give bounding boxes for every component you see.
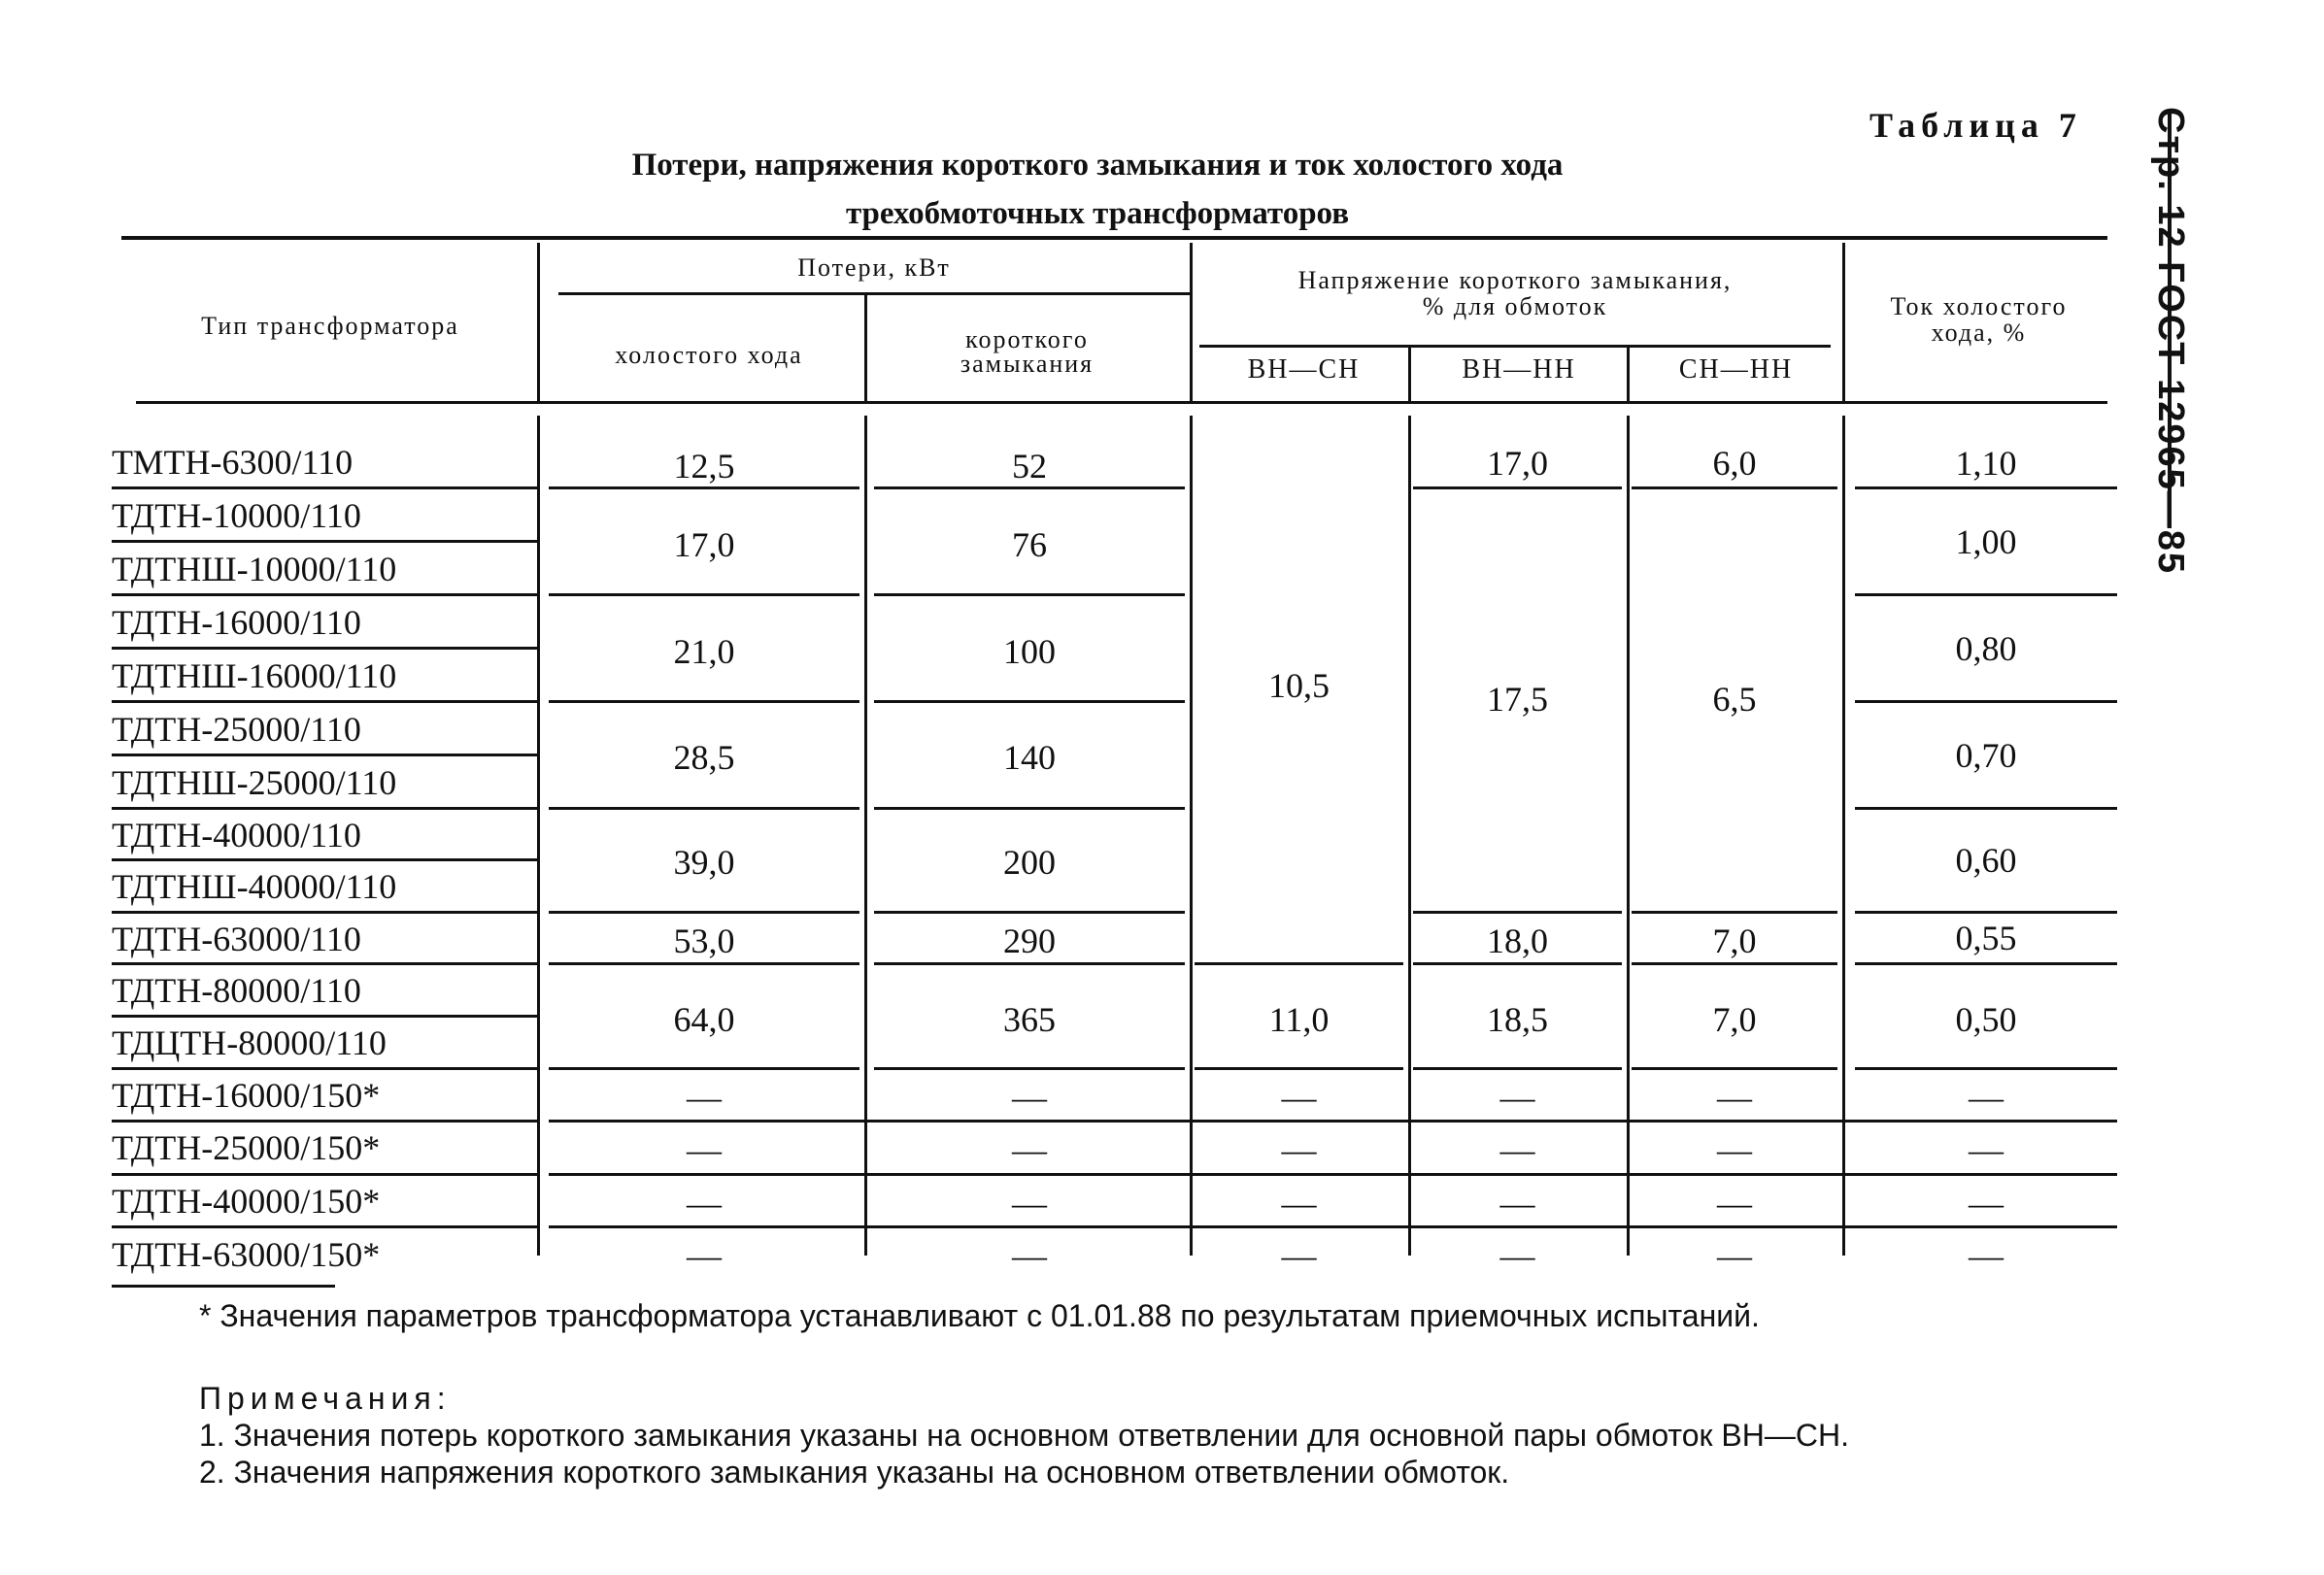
- row-rule: [1413, 911, 1622, 914]
- row-rule: [1855, 486, 2117, 489]
- row-rule: [1413, 486, 1622, 489]
- cell-dash: —: [1012, 1130, 1047, 1169]
- row-rule: [874, 1067, 1185, 1070]
- row-rule: [112, 807, 537, 810]
- cell-short-circuit: 76: [1012, 525, 1047, 564]
- cell-dash: —: [1969, 1078, 2004, 1117]
- row-rule: [1855, 962, 2117, 965]
- row-type-name: ТДТН-25000/150*: [112, 1128, 381, 1167]
- note-1: 1. Значения потерь короткого замыкания указаны на основном ответвлении для основной пары обмоток ВН—СН.: [199, 1418, 1849, 1453]
- header-vn-sn: ВН—СН: [1247, 354, 1361, 385]
- cell-vn-nn: 18,0: [1487, 922, 1548, 960]
- row-rule: [1855, 807, 2117, 810]
- row-rule: [1413, 1067, 1622, 1070]
- row-type-name: ТДТН-16000/150*: [112, 1076, 381, 1115]
- row-rule: [1632, 486, 1837, 489]
- row-type-name: ТДТН-63000/150*: [112, 1235, 381, 1274]
- row-rule: [874, 700, 1185, 703]
- header-sn-nn: СН—НН: [1678, 354, 1794, 385]
- note-2: 2. Значения напряжения короткого замыкания указаны на основном ответвлении обмоток.: [199, 1455, 1510, 1490]
- header-voltage-1: Напряжение короткого замыкания,: [1297, 266, 1733, 294]
- cell-short-circuit: 365: [1003, 1000, 1056, 1039]
- footnote-rule: [112, 1285, 335, 1288]
- row-rule: [112, 540, 537, 543]
- losses-header-rule: [558, 292, 1190, 295]
- header-divider: [864, 294, 867, 401]
- table-title-line-1: Потери, напряжения короткого замыкания и ток холостого хода: [631, 148, 1564, 183]
- cell-short-circuit: 140: [1003, 738, 1056, 777]
- cell-short-circuit: 52: [1012, 447, 1047, 486]
- row-type-name: ТДТН-16000/110: [112, 603, 361, 642]
- column-divider: [1627, 416, 1630, 1256]
- row-rule: [112, 754, 537, 756]
- row-rule: [549, 1225, 2117, 1228]
- header-short-circuit-2: замыкания: [960, 350, 1095, 378]
- cell-dash: —: [687, 1184, 722, 1223]
- cell-dash: —: [1281, 1236, 1317, 1275]
- cell-vn-nn: 17,0: [1487, 444, 1548, 483]
- cell-dash: —: [1012, 1078, 1047, 1117]
- row-rule: [874, 807, 1185, 810]
- cell-no-load: 39,0: [673, 843, 735, 882]
- cell-current: 0,70: [1955, 736, 2017, 775]
- row-rule: [549, 486, 859, 489]
- row-rule: [549, 1120, 2117, 1123]
- cell-dash: —: [687, 1078, 722, 1117]
- row-type-name: ТДТН-40000/150*: [112, 1182, 381, 1221]
- cell-dash: —: [1012, 1236, 1047, 1275]
- row-rule: [112, 593, 537, 596]
- row-rule: [112, 486, 537, 489]
- row-rule: [874, 911, 1185, 914]
- cell-dash: —: [687, 1130, 722, 1169]
- header-divider: [1190, 243, 1193, 401]
- row-rule: [1855, 911, 2117, 914]
- row-rule: [549, 962, 859, 965]
- table-title-line-2: трехобмоточных трансформаторов: [845, 196, 1350, 231]
- row-rule: [874, 486, 1185, 489]
- row-rule: [1632, 911, 1837, 914]
- header-bottom-rule: [136, 401, 2107, 404]
- cell-dash: —: [1717, 1236, 1752, 1275]
- cell-dash: —: [1717, 1184, 1752, 1223]
- cell-dash: —: [1969, 1236, 2004, 1275]
- row-rule: [112, 700, 537, 703]
- cell-no-load: 17,0: [673, 525, 735, 564]
- header-divider: [1842, 243, 1845, 401]
- row-type-name: ТДТН-40000/110: [112, 816, 361, 855]
- cell-current: 1,00: [1955, 522, 2017, 561]
- cell-dash: —: [1281, 1078, 1317, 1117]
- row-rule: [1855, 593, 2117, 596]
- row-rule: [112, 647, 537, 650]
- row-rule: [1195, 962, 1403, 965]
- cell-dash: —: [1499, 1078, 1535, 1117]
- cell-dash: —: [1281, 1184, 1317, 1223]
- column-divider: [1190, 416, 1193, 1256]
- cell-current: 0,60: [1955, 841, 2017, 880]
- header-losses: Потери, кВт: [797, 253, 951, 282]
- cell-vn-sn: 10,5: [1268, 666, 1330, 705]
- cell-no-load: 12,5: [673, 447, 735, 486]
- row-type-name: ТДЦТН-80000/110: [112, 1023, 387, 1062]
- row-rule: [112, 962, 537, 965]
- cell-current: 0,55: [1955, 919, 2017, 957]
- table-top-rule: [121, 236, 2107, 240]
- cell-short-circuit: 100: [1003, 632, 1056, 671]
- cell-dash: —: [687, 1236, 722, 1275]
- header-voltage-2: % для обмоток: [1422, 292, 1608, 320]
- row-type-name: ТДТН-63000/110: [112, 920, 361, 958]
- cell-dash: —: [1499, 1236, 1535, 1275]
- row-rule: [1855, 700, 2117, 703]
- cell-dash: —: [1499, 1130, 1535, 1169]
- row-type-name: ТДТН-80000/110: [112, 971, 361, 1010]
- cell-dash: —: [1969, 1130, 2004, 1169]
- row-type-name: ТДТНШ-40000/110: [112, 867, 397, 906]
- cell-current: 0,50: [1955, 1000, 2017, 1039]
- row-rule: [549, 807, 859, 810]
- column-divider: [864, 416, 867, 1256]
- cell-dash: —: [1717, 1078, 1752, 1117]
- row-rule: [1195, 1067, 1403, 1070]
- cell-vn-sn: 11,0: [1268, 1000, 1330, 1039]
- cell-sn-nn: 6,0: [1712, 444, 1757, 483]
- cell-no-load: 28,5: [673, 738, 735, 777]
- column-divider: [537, 416, 540, 1256]
- cell-no-load: 21,0: [673, 632, 735, 671]
- row-type-name: ТДТН-10000/110: [112, 496, 361, 535]
- row-type-name: ТДТНШ-16000/110: [112, 656, 397, 695]
- row-rule: [549, 1067, 859, 1070]
- row-rule: [112, 1015, 537, 1018]
- cell-dash: —: [1499, 1184, 1535, 1223]
- voltage-header-rule: [1199, 345, 1831, 348]
- row-rule: [549, 700, 859, 703]
- cell-dash: —: [1717, 1130, 1752, 1169]
- cell-no-load: 53,0: [673, 922, 735, 960]
- cell-short-circuit: 200: [1003, 843, 1056, 882]
- cell-vn-nn: 17,5: [1487, 680, 1548, 719]
- footnote: * Значения параметров трансформатора устанавливают с 01.01.88 по результатам приемочных испытаний.: [199, 1298, 1760, 1333]
- header-type: Тип трансформатора: [201, 312, 459, 340]
- header-no-load: холостого хода: [615, 341, 803, 369]
- cell-current: 1,10: [1955, 444, 2017, 483]
- notes-title: Примечания:: [199, 1381, 452, 1416]
- row-rule: [112, 1120, 537, 1123]
- header-vn-nn: ВН—НН: [1462, 354, 1576, 385]
- header-short-circuit-1: короткого: [965, 325, 1089, 353]
- row-rule: [112, 911, 537, 914]
- row-rule: [1413, 962, 1622, 965]
- column-divider: [1842, 416, 1845, 1256]
- row-type-name: ТМТН-6300/110: [112, 443, 354, 482]
- row-rule: [549, 911, 859, 914]
- row-rule: [112, 858, 537, 861]
- row-rule: [1632, 962, 1837, 965]
- page-side-header: Стр. 12 ГОСТ 12965—85: [2150, 107, 2191, 576]
- row-rule: [549, 593, 859, 596]
- column-divider: [1408, 416, 1411, 1256]
- cell-no-load: 64,0: [673, 1000, 735, 1039]
- row-rule: [549, 1173, 2117, 1176]
- row-type-name: ТДТНШ-10000/110: [112, 550, 397, 588]
- cell-dash: —: [1012, 1184, 1047, 1223]
- row-type-name: ТДТНШ-25000/110: [112, 763, 397, 802]
- cell-sn-nn: 6,5: [1712, 680, 1757, 719]
- header-current-2: хода, %: [1931, 318, 2027, 347]
- cell-short-circuit: 290: [1003, 922, 1056, 960]
- row-rule: [112, 1067, 537, 1070]
- row-rule: [112, 1173, 537, 1176]
- row-rule: [1632, 1067, 1837, 1070]
- row-rule: [1855, 1067, 2117, 1070]
- row-rule: [874, 962, 1185, 965]
- cell-sn-nn: 7,0: [1712, 922, 1757, 960]
- cell-current: 0,80: [1955, 629, 2017, 668]
- header-divider: [537, 243, 540, 401]
- row-type-name: ТДТН-25000/110: [112, 710, 361, 749]
- table-number: Таблица 7: [1869, 106, 2082, 145]
- cell-vn-nn: 18,5: [1487, 1000, 1548, 1039]
- cell-dash: —: [1281, 1130, 1317, 1169]
- row-rule: [874, 593, 1185, 596]
- row-rule: [112, 1225, 537, 1228]
- cell-sn-nn: 7,0: [1712, 1000, 1757, 1039]
- cell-dash: —: [1969, 1184, 2004, 1223]
- header-current-1: Ток холостого: [1890, 292, 2068, 320]
